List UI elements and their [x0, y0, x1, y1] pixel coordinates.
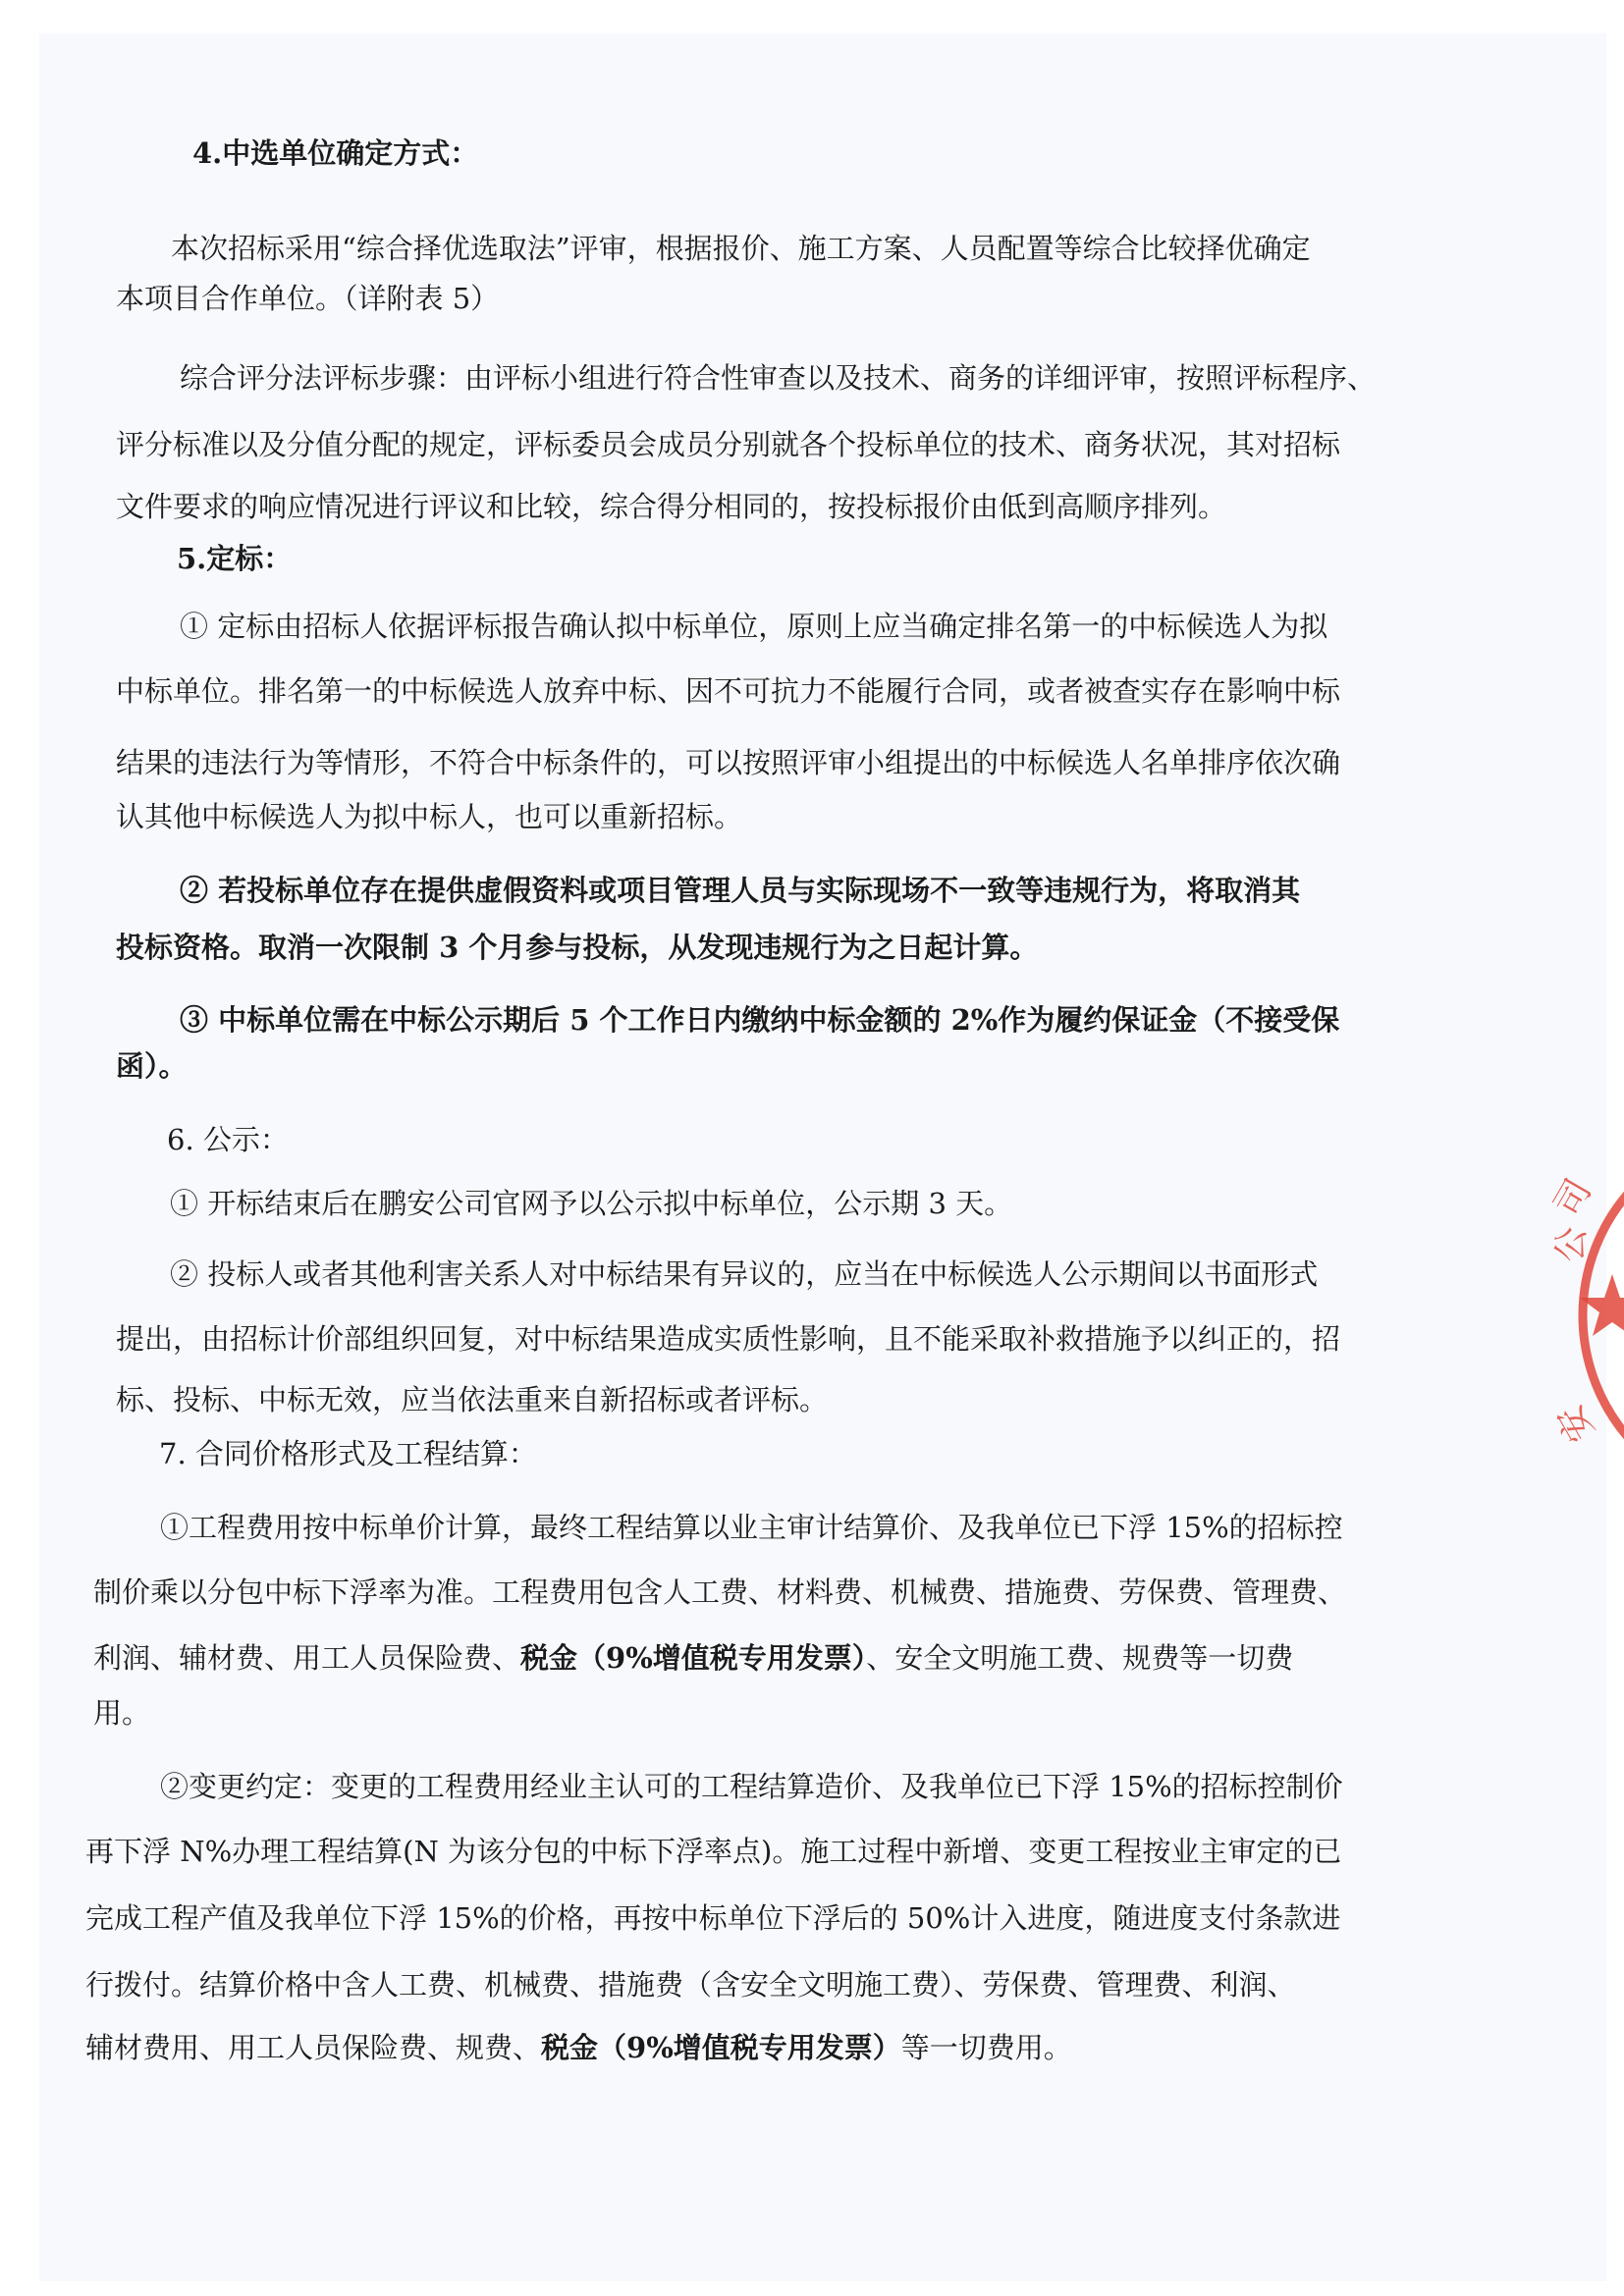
- heading-6: 6. 公示：: [167, 1123, 289, 1156]
- item-7-1-line-1: ①工程费用按中标单价计算，最终工程结算以业主审计结算价、及我单位已下浮 15%的招标控: [160, 1511, 1343, 1544]
- heading-4: 4.中选单位确定方式：: [192, 136, 479, 170]
- item-7-1-line-4: 用。: [93, 1696, 151, 1730]
- item-7-1-line-3-c: 、安全文明施工费、规费等一切费: [866, 1641, 1294, 1675]
- item-7-2-line-4: 行拨付。结算价格中含人工费、机械费、措施费（含安全文明施工费）、劳保费、管理费、利润、: [85, 1968, 1296, 2002]
- item-5-3-line-1: ③ 中标单位需在中标公示期后 5 个工作日内缴纳中标金额的 2%作为履约保证金（不接受保: [180, 1003, 1340, 1037]
- item-7-2-tax-bold: 税金（9%增值税专用发票）: [541, 2031, 901, 2064]
- item-7-1-line-3: [93, 1638, 1293, 1678]
- seal-char-1: 司: [1546, 1172, 1600, 1224]
- p1-line-1: 本次招标采用“综合择优选取法”评审，根据报价、施工方案、人员配置等综合比较择优确定: [171, 232, 1311, 265]
- item-5-1-line-3: 结果的违法行为等情形，不符合中标条件的，可以按照评审小组提出的中标候选人名单排序依次确: [116, 746, 1341, 779]
- p1-line-2: 本项目合作单位。（详附表 5）: [116, 282, 500, 315]
- seal-char-3: 安: [1549, 1398, 1602, 1449]
- item-5-1-line-1: ① 定标由招标人依据评标报告确认拟中标单位，原则上应当确定排名第一的中标候选人为拟: [180, 610, 1328, 643]
- item-7-2-line-5: [85, 2028, 1072, 2067]
- item-7-2-line-5-a: 辅材费用、用工人员保险费、规费、: [85, 2031, 542, 2064]
- item-5-1-line-2: 中标单位。排名第一的中标候选人放弃中标、因不可抗力不能履行合同，或者被查实存在影响中标: [116, 674, 1341, 708]
- item-5-3-line-2: 函）。: [116, 1049, 188, 1083]
- p2-line-3: 文件要求的响应情况进行评议和比较，综合得分相同的，按投标报价由低到高顺序排列。: [116, 490, 1227, 523]
- item-5-2-line-1: ② 若投标单位存在提供虚假资料或项目管理人员与实际现场不一致等违规行为，将取消其: [180, 874, 1301, 907]
- item-7-2-line-1: ②变更约定：变更的工程费用经业主认可的工程结算造价、及我单位已下浮 15%的招标控制价: [160, 1770, 1343, 1803]
- item-6-2-line-2: 提出，由招标计价部组织回复，对中标结果造成实质性影响，且不能采取补救措施予以纠正的，招: [116, 1322, 1341, 1356]
- item-7-1-line-3-a: 利润、辅材费、用工人员保险费、: [93, 1641, 521, 1675]
- item-7-1-line-2: 制价乘以分包中标下浮率为准。工程费用包含人工费、材料费、机械费、措施费、劳保费、管理费、: [93, 1575, 1347, 1609]
- item-5-1-line-4: 认其他中标候选人为拟中标人，也可以重新招标。: [116, 800, 743, 833]
- item-7-2-line-3: 完成工程产值及我单位下浮 15%的价格，再按中标单位下浮后的 50%计入进度，随进度支付条款进: [85, 1901, 1341, 1935]
- item-6-2-line-3: 标、投标、中标无效，应当依法重来自新招标或者评标。: [116, 1383, 829, 1416]
- heading-5: 5.定标：: [177, 542, 293, 575]
- seal-char-2: 公: [1549, 1225, 1594, 1264]
- item-7-2-line-5-c: 等一切费用。: [900, 2031, 1072, 2064]
- item-7-2-line-2: 再下浮 N%办理工程结算(N 为该分包的中标下浮率点)。施工过程中新增、变更工程按业主审定的已: [85, 1835, 1342, 1868]
- heading-7: 7. 合同价格形式及工程结算：: [159, 1437, 537, 1470]
- item-5-2-line-2: 投标资格。取消一次限制 3 个月参与投标，从发现违规行为之日起计算。: [116, 931, 1039, 964]
- p2-line-1: 综合评分法评标步骤：由评标小组进行符合性审查以及技术、商务的详细评审，按照评标程序、: [180, 361, 1377, 395]
- item-7-1-tax-bold: 税金（9%增值税专用发票）: [520, 1641, 867, 1675]
- item-6-2-line-1: ② 投标人或者其他利害关系人对中标结果有异议的，应当在中标候选人公示期间以书面形式: [170, 1257, 1319, 1291]
- item-6-1-line-1: ① 开标结束后在鹏安公司官网予以公示拟中标单位，公示期 3 天。: [170, 1187, 1013, 1220]
- company-seal: [1543, 1148, 1624, 1541]
- p2-line-2: 评分标准以及分值分配的规定，评标委员会成员分别就各个投标单位的技术、商务状况，其对招标: [116, 428, 1341, 461]
